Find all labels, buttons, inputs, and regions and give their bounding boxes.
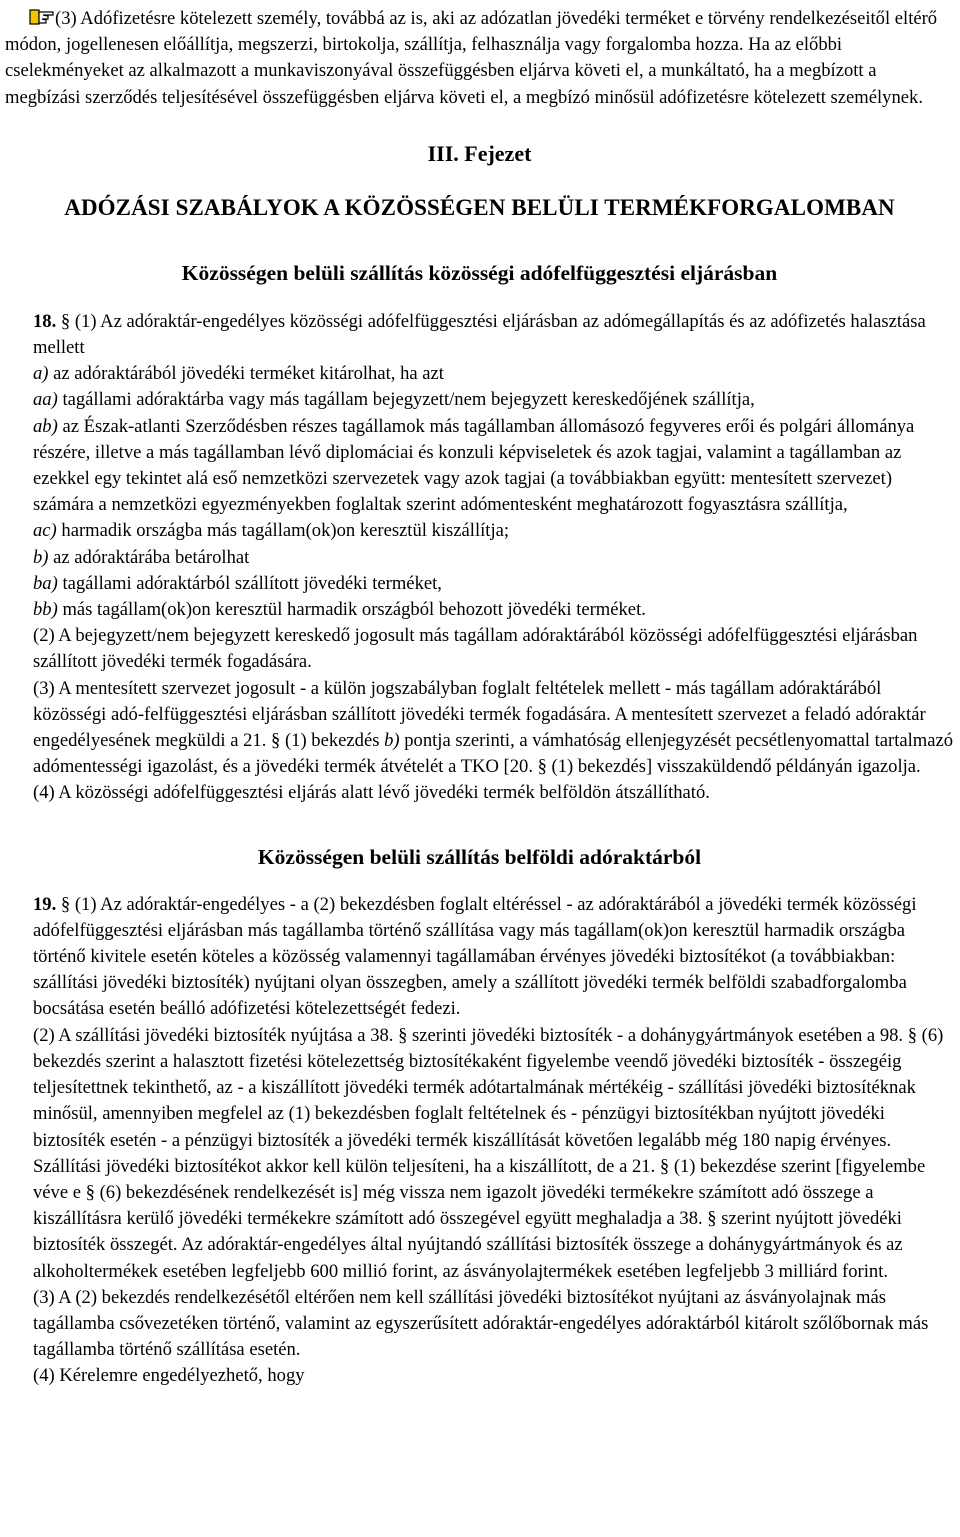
section-19-paragraph-2: (2) A szállítási jövedéki biztosíték nyújtása a 38. § szerinti jövedéki biztosíték - a dohánygyártmányok esetében a 98. § (6) bekezdés szerint a halasztott fizetési kötelezettség biztosítékaként figyelembe veendő jövedéki biztosíték - összegéig teljesítettnek tekinthető, az - a kiszállított jövedéki termék adótartalmának mértékéig - szállítási jövedéki biztosítéknak minősül, amennyiben megfelel az (1) bekezdésben foglalt feltételnek és - pénzügyi biztosítékban nyújtott jövedéki biztosíték esetén - a pénzügyi biztosíték a jövedéki termék kiszállítását követően legalább még 180 napig érvényes. Szállítási jövedéki biztosítékot akkor kell külön teljesíteni, ha a kiszállított, de a 21. § (1) bekezdése szerint [figyelembe véve e § (6) bekezdésének rendelkezését is] még vissza nem igazolt jövedéki termékekre számított adó összege a kiszállításra kerülő jövedéki termékekre számított adó összegével együtt meghaladja a 38. § szerint nyújtott jövedéki biztosíték összegét. Az adóraktár-engedélyes által nyújtandó szállítási biztosíték összege a dohánygyártmányok és az alkoholtermékek esetében legfeljebb 600 millió forint, az ásványolajtermékek esetében legfeljebb 3 milliárd forint.: [33, 1024, 944, 1282]
intro-text: (3) Adófizetésre kötelezett személy, továbbá az is, aki az adózatlan jövedéki terméket e törvény rendelkezéseitől eltérő módon, jogellenesen előállítja, megszerzi, birtokolja, szállítja, felhasználja vagy forgalomba hozza. Ha az előbbi cselekményeket az alkalmazott a munkaviszonyával összefüggésben eljárva követi el, a munkáltató, ha a megbízott a megbízási szerződés teljesítésével összefüggésben eljárva követi el, a megbízó minősül adófizetésre kötelezett személynek.: [5, 8, 938, 108]
section-18-paragraph-3: (3) A mentesített szervezet jogosult - a külön jogszabályban foglalt feltételek mellett - más tagállam adóraktárából közösségi adó-felfüggesztési eljárásban szállított jövedéki termék fogadására. A mentesített szervezet a feladó adóraktár engedélyesének megküldi a 21. § (1) bekezdés b) pontja szerinti, a vámhatóság ellenjegyzését pecsétlenyomattal tartalmazó adómentességi igazolást, és a jövedéki termék átvételét a TKO [20. § (1) bekezdés] visszaküldendő példányán igazolja.: [33, 677, 954, 778]
section-18-paragraph-2: (2) A bejegyzett/nem bejegyzett kereskedő jogosult más tagállam adóraktárából közösségi adófelfüggesztési eljárásban szállított jövedéki termék fogadására.: [33, 625, 918, 673]
pointing-hand-icon: [29, 7, 55, 27]
point-a: a) az adóraktárából jövedéki terméket kitárolhat, ha azt: [33, 363, 444, 385]
point-bb: bb) más tagállam(ok)on keresztül harmadik országból behozott jövedéki terméket.: [33, 599, 646, 621]
point-ba: ba) tagállami adóraktárból szállított jövedéki terméket,: [33, 572, 442, 594]
point-b: b) az adóraktárába betárolhat: [33, 546, 250, 568]
section-19-paragraph-4: (4) Kérelemre engedélyezhető, hogy: [33, 1365, 305, 1387]
section-18-number: 18.: [33, 310, 57, 332]
chapter-title: ADÓZÁSI SZABÁLYOK A KÖZÖSSÉGEN BELÜLI TERMÉKFORGALOMBAN: [64, 194, 895, 220]
point-aa: aa) tagállami adóraktárba vagy más tagállam bejegyzett/nem bejegyzett kereskedőjének szállítja,: [33, 389, 755, 411]
section-19-paragraph-1: 19. § (1) Az adóraktár-engedélyes - a (2) bekezdésben foglalt eltéréssel - az adóraktárából a jövedéki termék közösségi adófelfüggesztési eljárásban más tagállamba történő szállítása vagy más tagállam(ok)on keresztül harmadik országba történő kivitele esetén köteles a közösség valamennyi tagállamában érvényes jövedéki biztosítékot (a továbbiakban: szállítási jövedéki biztosíték) nyújtani olyan összegben, amely a szállított jövedéki termék belföldi szabadforgalomba bocsátása esetén beálló adófizetési kötelezettségét fedezi.: [33, 893, 917, 1020]
point-ac: ac) harmadik országba más tagállam(ok)on keresztül kiszállítja;: [33, 520, 510, 542]
section-19-paragraph-3: (3) A (2) bekezdés rendelkezésétől eltérően nem kell szállítási jövedéki biztosítékot nyújtani az ásványolajnak más tagállamba csővezetéken történő, valamint az egyszerűsített adóraktár-engedélyes adóraktárból kitárolt szőlőbornak más tagállamba történő szállítása esetén.: [33, 1286, 929, 1361]
section-18-paragraph-4: (4) A közösségi adófelfüggesztési eljárás alatt lévő jövedéki termék belföldön átszállítható.: [33, 782, 710, 804]
section-19-number: 19.: [33, 893, 57, 915]
point-ab: ab) az Észak-atlanti Szerződésben részes tagállamok más tagállamban állomásozó fegyveres erői és polgári állománya részére, illetve a más tagállamban lévő diplomáciai és konzuli képviseletek és azok tagjai, valamint a tagállamban az ezekkel egy tekintet alá eső nemzetközi szervezetek vagy azok tagjai (a továbbiakban együtt: mentesített szervezet) számára a nemzetközi egyezményekben foglaltak szerint adómentesként meghatározott fogyasztásra szállítja,: [33, 415, 915, 516]
chapter-number: III. Fejezet: [427, 140, 532, 166]
section-heading-2: Közösségen belüli szállítás belföldi adóraktárból: [257, 844, 702, 869]
section-heading-1: Közösségen belüli szállítás közösségi adófelfüggesztési eljárásban: [181, 260, 778, 285]
section-18-paragraph-1: 18. § (1) Az adóraktár-engedélyes közösségi adófelfüggesztési eljárásban az adómegállapítás és az adófizetés halasztása mellett: [33, 310, 926, 359]
intro-paragraph: [5, 6, 954, 111]
